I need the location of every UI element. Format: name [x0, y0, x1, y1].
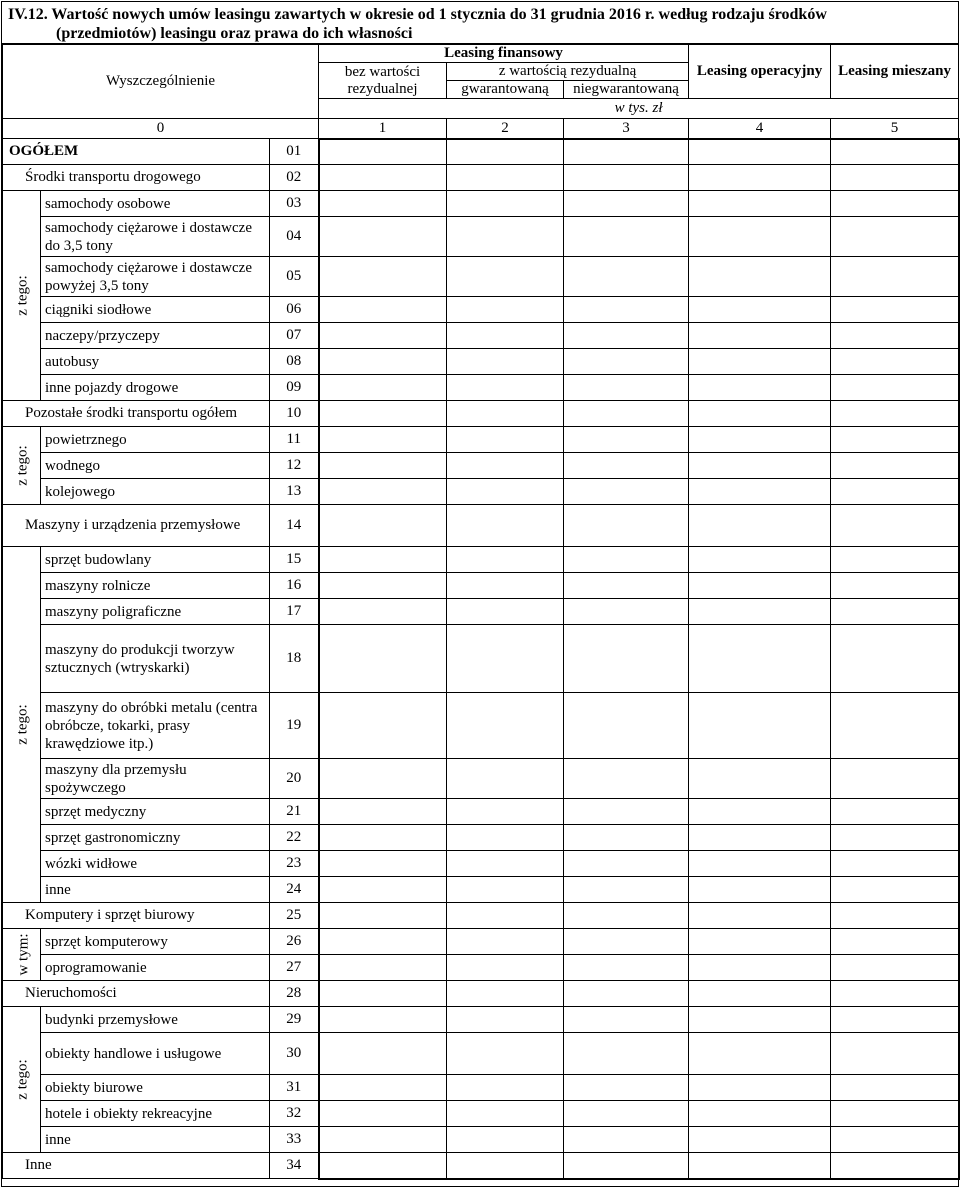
data-cell[interactable]	[564, 599, 689, 625]
header-leasing-operacyjny: Leasing operacyjny	[689, 45, 831, 99]
data-cell[interactable]	[319, 505, 447, 547]
data-cell[interactable]	[831, 625, 959, 693]
data-cell[interactable]	[447, 453, 564, 479]
col-number-3: 3	[564, 119, 689, 139]
row-label: Inne	[3, 1153, 270, 1179]
form-title	[2, 2, 958, 44]
data-cell[interactable]	[447, 1127, 564, 1153]
data-cell[interactable]	[319, 375, 447, 401]
data-cell[interactable]	[564, 427, 689, 453]
data-cell[interactable]	[564, 505, 689, 547]
col-number-5: 5	[831, 119, 959, 139]
data-cell[interactable]	[447, 1153, 564, 1179]
data-cell[interactable]	[831, 505, 959, 547]
data-cell[interactable]	[447, 851, 564, 877]
data-cell[interactable]	[564, 851, 689, 877]
row-label: powietrznego	[41, 427, 270, 453]
row-number: 08	[270, 349, 319, 375]
data-cell[interactable]	[689, 759, 831, 799]
data-cell[interactable]	[564, 759, 689, 799]
data-cell[interactable]	[689, 323, 831, 349]
row-label: Nieruchomości	[3, 981, 270, 1007]
row-number: 32	[270, 1101, 319, 1127]
data-cell[interactable]	[319, 929, 447, 955]
data-cell[interactable]	[564, 903, 689, 929]
data-cell[interactable]	[319, 1075, 447, 1101]
data-cell[interactable]	[831, 479, 959, 505]
row-label: hotele i obiekty rekreacyjne	[41, 1101, 270, 1127]
data-cell[interactable]	[447, 903, 564, 929]
data-cell[interactable]	[447, 981, 564, 1007]
group-label-text: z tego:	[14, 704, 31, 745]
data-cell[interactable]	[831, 297, 959, 323]
group-label-z-tego	[3, 427, 41, 505]
row-number: 16	[270, 573, 319, 599]
row-label: kolejowego	[41, 479, 270, 505]
col-number-1: 1	[319, 119, 447, 139]
row-label: inne	[41, 1127, 270, 1153]
data-cell[interactable]	[689, 547, 831, 573]
data-cell[interactable]	[564, 981, 689, 1007]
data-cell[interactable]	[319, 981, 447, 1007]
row-label: sprzęt budowlany	[41, 547, 270, 573]
row-label: inne pojazdy drogowe	[41, 375, 270, 401]
data-cell[interactable]	[447, 1033, 564, 1075]
row-number: 15	[270, 547, 319, 573]
data-cell[interactable]	[831, 427, 959, 453]
header-niegwarantowana: niegwarantowaną	[564, 81, 689, 99]
data-cell[interactable]	[564, 1153, 689, 1179]
data-cell[interactable]	[447, 929, 564, 955]
data-cell[interactable]	[447, 573, 564, 599]
data-cell[interactable]	[831, 929, 959, 955]
data-cell[interactable]	[447, 297, 564, 323]
data-cell[interactable]	[319, 1127, 447, 1153]
data-cell[interactable]	[831, 1007, 959, 1033]
data-cell[interactable]	[831, 599, 959, 625]
data-cell[interactable]	[831, 693, 959, 759]
data-cell[interactable]	[564, 955, 689, 981]
data-cell[interactable]	[564, 191, 689, 217]
row-number: 13	[270, 479, 319, 505]
data-cell[interactable]	[831, 759, 959, 799]
row-number: 07	[270, 323, 319, 349]
data-cell[interactable]	[689, 453, 831, 479]
row-label: naczepy/przyczepy	[41, 323, 270, 349]
data-cell[interactable]	[831, 955, 959, 981]
data-cell[interactable]	[831, 877, 959, 903]
data-cell[interactable]	[319, 573, 447, 599]
data-cell[interactable]	[831, 981, 959, 1007]
data-cell[interactable]	[689, 599, 831, 625]
row-number: 11	[270, 427, 319, 453]
title-line-2: (przedmiotów) leasingu oraz prawa do ich własności	[56, 25, 413, 42]
data-cell[interactable]	[319, 625, 447, 693]
data-cell[interactable]	[319, 799, 447, 825]
data-cell[interactable]	[319, 955, 447, 981]
data-cell[interactable]	[564, 479, 689, 505]
row-label: maszyny rolnicze	[41, 573, 270, 599]
group-label-text: z tego:	[14, 445, 31, 486]
data-cell[interactable]	[689, 479, 831, 505]
data-cell[interactable]	[831, 401, 959, 427]
data-cell[interactable]	[319, 427, 447, 453]
data-cell[interactable]	[689, 505, 831, 547]
data-cell[interactable]	[564, 929, 689, 955]
row-number: 02	[270, 165, 319, 191]
data-cell[interactable]	[689, 427, 831, 453]
data-cell[interactable]	[564, 401, 689, 427]
row-label: ciągniki siodłowe	[41, 297, 270, 323]
data-cell[interactable]	[564, 257, 689, 297]
data-cell[interactable]	[689, 955, 831, 981]
data-cell[interactable]	[831, 1033, 959, 1075]
row-label: Maszyny i urządzenia przemysłowe	[3, 505, 270, 547]
data-cell[interactable]	[447, 479, 564, 505]
data-cell[interactable]	[831, 217, 959, 257]
row-number: 22	[270, 825, 319, 851]
row-number: 19	[270, 693, 319, 759]
row-label: autobusy	[41, 349, 270, 375]
data-cell[interactable]	[564, 1101, 689, 1127]
data-cell[interactable]	[689, 349, 831, 375]
data-cell[interactable]	[689, 799, 831, 825]
row-number: 20	[270, 759, 319, 799]
data-cell[interactable]	[319, 825, 447, 851]
data-cell[interactable]	[319, 1153, 447, 1179]
data-cell[interactable]	[447, 505, 564, 547]
data-cell[interactable]	[447, 547, 564, 573]
row-number: 21	[270, 799, 319, 825]
row-label: samochody ciężarowe i dostawcze powyżej 3,5 tony	[41, 257, 270, 297]
data-cell[interactable]	[831, 375, 959, 401]
data-cell[interactable]	[564, 799, 689, 825]
data-cell[interactable]	[319, 547, 447, 573]
data-cell[interactable]	[564, 165, 689, 191]
row-label: maszyny do obróbki metalu (centra obróbcze, tokarki, prasy krawędziowe itp.)	[41, 693, 270, 759]
row-number: 33	[270, 1127, 319, 1153]
data-cell[interactable]	[319, 1033, 447, 1075]
data-cell[interactable]	[689, 929, 831, 955]
data-cell[interactable]	[689, 375, 831, 401]
data-cell[interactable]	[319, 323, 447, 349]
data-cell[interactable]	[689, 257, 831, 297]
data-cell[interactable]	[831, 573, 959, 599]
data-cell[interactable]	[689, 1033, 831, 1075]
data-cell[interactable]	[447, 401, 564, 427]
col-number-2: 2	[447, 119, 564, 139]
data-cell[interactable]	[319, 599, 447, 625]
data-cell[interactable]	[689, 1007, 831, 1033]
data-cell[interactable]	[689, 851, 831, 877]
data-cell[interactable]	[319, 191, 447, 217]
data-cell[interactable]	[564, 1127, 689, 1153]
data-cell[interactable]	[564, 1033, 689, 1075]
header-leasing-finansowy: Leasing finansowy	[319, 45, 689, 63]
data-cell[interactable]	[689, 1127, 831, 1153]
data-cell[interactable]	[831, 139, 959, 165]
data-cell[interactable]	[564, 375, 689, 401]
data-cell[interactable]	[319, 877, 447, 903]
data-cell[interactable]	[319, 1101, 447, 1127]
row-label: obiekty biurowe	[41, 1075, 270, 1101]
data-cell[interactable]	[689, 1075, 831, 1101]
row-number: 25	[270, 903, 319, 929]
data-cell[interactable]	[447, 375, 564, 401]
data-cell[interactable]	[831, 903, 959, 929]
row-number: 17	[270, 599, 319, 625]
row-number: 23	[270, 851, 319, 877]
data-cell[interactable]	[831, 547, 959, 573]
leasing-table	[2, 44, 960, 1180]
row-number: 26	[270, 929, 319, 955]
data-cell[interactable]	[689, 625, 831, 693]
header-bez-wartosci: bez wartości rezydualnej	[319, 63, 447, 99]
row-number: 14	[270, 505, 319, 547]
row-number: 04	[270, 217, 319, 257]
row-label: oprogramowanie	[41, 955, 270, 981]
data-cell[interactable]	[447, 825, 564, 851]
data-cell[interactable]	[564, 323, 689, 349]
header-leasing-mieszany: Leasing mieszany	[831, 45, 959, 99]
data-cell[interactable]	[564, 1007, 689, 1033]
data-cell[interactable]	[564, 825, 689, 851]
data-cell[interactable]	[447, 625, 564, 693]
data-cell[interactable]	[831, 349, 959, 375]
data-cell[interactable]	[564, 1075, 689, 1101]
data-cell[interactable]	[831, 1075, 959, 1101]
row-label: budynki przemysłowe	[41, 1007, 270, 1033]
col-number-0: 0	[3, 119, 319, 139]
data-cell[interactable]	[319, 759, 447, 799]
data-cell[interactable]	[831, 257, 959, 297]
data-cell[interactable]	[447, 257, 564, 297]
group-label-z-tego	[3, 191, 41, 401]
row-label: Komputery i sprzęt biurowy	[3, 903, 270, 929]
row-number: 29	[270, 1007, 319, 1033]
data-cell[interactable]	[831, 191, 959, 217]
data-cell[interactable]	[564, 453, 689, 479]
data-cell[interactable]	[319, 401, 447, 427]
group-label-z-tego	[3, 547, 41, 903]
row-label: Środki transportu drogowego	[3, 165, 270, 191]
data-cell[interactable]	[447, 693, 564, 759]
row-label: inne	[41, 877, 270, 903]
data-cell[interactable]	[689, 981, 831, 1007]
data-cell[interactable]	[447, 1075, 564, 1101]
title-line-1: IV.12. Wartość nowych umów leasingu zawartych w okresie od 1 stycznia do 31 grudnia 2016 r. według rodzaju środków	[8, 6, 827, 23]
row-number: 18	[270, 625, 319, 693]
data-cell[interactable]	[689, 693, 831, 759]
data-cell[interactable]	[564, 625, 689, 693]
data-cell[interactable]	[831, 851, 959, 877]
row-label: samochody ciężarowe i dostawcze do 3,5 tony	[41, 217, 270, 257]
data-cell[interactable]	[689, 401, 831, 427]
data-cell[interactable]	[447, 1101, 564, 1127]
data-cell[interactable]	[447, 877, 564, 903]
data-cell[interactable]	[564, 139, 689, 165]
data-cell[interactable]	[689, 1101, 831, 1127]
data-cell[interactable]	[689, 297, 831, 323]
data-cell[interactable]	[689, 1153, 831, 1179]
row-label: sprzęt medyczny	[41, 799, 270, 825]
data-cell[interactable]	[689, 165, 831, 191]
data-cell[interactable]	[689, 903, 831, 929]
row-label: wodnego	[41, 453, 270, 479]
data-cell[interactable]	[831, 165, 959, 191]
data-cell[interactable]	[564, 693, 689, 759]
row-label: maszyny poligraficzne	[41, 599, 270, 625]
row-label: sprzęt komputerowy	[41, 929, 270, 955]
data-cell[interactable]	[447, 165, 564, 191]
data-cell[interactable]	[831, 453, 959, 479]
row-number: 10	[270, 401, 319, 427]
header-spec: Wyszczególnienie	[3, 45, 319, 119]
row-label: maszyny do produkcji tworzyw sztucznych (wtryskarki)	[41, 625, 270, 693]
data-cell[interactable]	[564, 573, 689, 599]
row-number: 31	[270, 1075, 319, 1101]
data-cell[interactable]	[564, 877, 689, 903]
row-number: 01	[270, 139, 319, 165]
data-cell[interactable]	[689, 825, 831, 851]
data-cell[interactable]	[831, 825, 959, 851]
data-cell[interactable]	[689, 191, 831, 217]
row-label: Pozostałe środki transportu ogółem	[3, 401, 270, 427]
data-cell[interactable]	[564, 217, 689, 257]
row-label: wózki widłowe	[41, 851, 270, 877]
group-label-text: z tego:	[14, 275, 31, 316]
data-cell[interactable]	[564, 349, 689, 375]
data-cell[interactable]	[319, 217, 447, 257]
row-number: 34	[270, 1153, 319, 1179]
row-number: 09	[270, 375, 319, 401]
data-cell[interactable]	[319, 453, 447, 479]
data-cell[interactable]	[447, 323, 564, 349]
data-cell[interactable]	[319, 349, 447, 375]
data-cell[interactable]	[564, 547, 689, 573]
group-label-w-tym	[3, 929, 41, 981]
row-number: 28	[270, 981, 319, 1007]
row-number: 05	[270, 257, 319, 297]
col-number-4: 4	[689, 119, 831, 139]
data-cell[interactable]	[319, 693, 447, 759]
data-cell[interactable]	[831, 1101, 959, 1127]
data-cell[interactable]	[319, 139, 447, 165]
row-number: 24	[270, 877, 319, 903]
group-label-text: w tym:	[15, 933, 32, 976]
data-cell[interactable]	[447, 349, 564, 375]
row-number: 27	[270, 955, 319, 981]
header-unit: w tys. zł	[319, 99, 959, 119]
data-cell[interactable]	[447, 217, 564, 257]
data-cell[interactable]	[319, 903, 447, 929]
row-number: 03	[270, 191, 319, 217]
data-cell[interactable]	[564, 297, 689, 323]
data-cell[interactable]	[447, 1007, 564, 1033]
data-cell[interactable]	[319, 257, 447, 297]
data-cell[interactable]	[831, 323, 959, 349]
row-number: 06	[270, 297, 319, 323]
data-cell[interactable]	[831, 799, 959, 825]
data-cell[interactable]	[319, 297, 447, 323]
data-cell[interactable]	[319, 479, 447, 505]
data-cell[interactable]	[689, 573, 831, 599]
data-cell[interactable]	[447, 599, 564, 625]
data-cell[interactable]	[689, 139, 831, 165]
data-cell[interactable]	[831, 1127, 959, 1153]
data-cell[interactable]	[319, 851, 447, 877]
row-label: OGÓŁEM	[3, 139, 270, 165]
data-cell[interactable]	[447, 759, 564, 799]
row-label: maszyny dla przemysłu spożywczego	[41, 759, 270, 799]
row-number: 30	[270, 1033, 319, 1075]
group-label-text: z tego:	[14, 1059, 31, 1100]
row-number: 12	[270, 453, 319, 479]
data-cell[interactable]	[447, 139, 564, 165]
data-cell[interactable]	[319, 165, 447, 191]
leasing-form	[1, 1, 959, 1187]
data-cell[interactable]	[689, 217, 831, 257]
group-label-z-tego	[3, 1007, 41, 1153]
data-cell[interactable]	[831, 1153, 959, 1179]
data-cell[interactable]	[447, 427, 564, 453]
data-cell[interactable]	[447, 799, 564, 825]
row-label: sprzęt gastronomiczny	[41, 825, 270, 851]
data-cell[interactable]	[447, 191, 564, 217]
data-cell[interactable]	[319, 1007, 447, 1033]
data-cell[interactable]	[447, 955, 564, 981]
row-label: obiekty handlowe i usługowe	[41, 1033, 270, 1075]
row-label: samochody osobowe	[41, 191, 270, 217]
header-gwarantowana: gwarantowaną	[447, 81, 564, 99]
data-cell[interactable]	[689, 877, 831, 903]
header-z-wartoscia: z wartością rezydualną	[447, 63, 689, 81]
